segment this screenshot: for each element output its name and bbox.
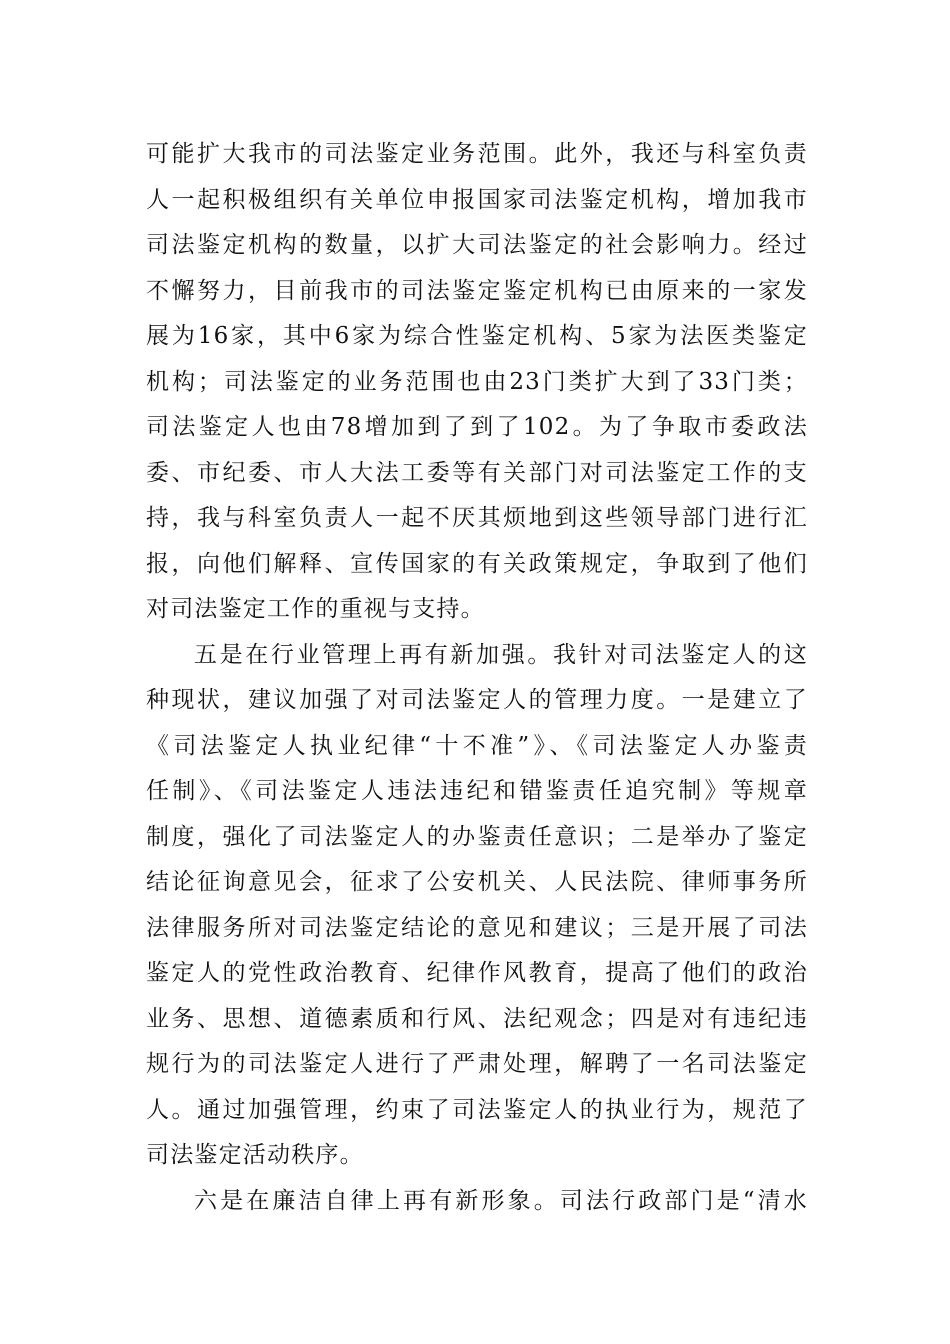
text-line: 规行为的司法鉴定人进行了严肃处理，解聘了一名司法鉴定: [146, 1051, 808, 1077]
text-line: 报，向他们解释、宣传国家的有关政策规定，争取到了他们: [146, 550, 808, 577]
paragraph: [146, 633, 808, 1179]
text-line: 种现状，建议加强了对司法鉴定人的管理力度。一是建立了: [146, 687, 808, 713]
paragraph: [146, 132, 808, 633]
text-line: 人一起积极组织有关单位申报国家司法鉴定机构，增加我市: [146, 186, 808, 213]
text-line: 司法鉴定机构的数量，以扩大司法鉴定的社会影响力。经过: [146, 232, 808, 258]
text-line: 《司法鉴定人执业纪律“十不准”》、《司法鉴定人办鉴责: [146, 732, 808, 759]
text-line: 展为16家，其中6家为综合性鉴定机构、5家为法医类鉴定: [146, 323, 808, 349]
text-line: 不懈努力，目前我市的司法鉴定鉴定机构已由原来的一家发: [146, 277, 808, 304]
text-line: 鉴定人的党性政治教育、纪律作风教育，提高了他们的政治: [146, 960, 808, 986]
text-line: 五是在行业管理上再有新加强。我针对司法鉴定人的这: [194, 641, 808, 668]
text-line: 业务、思想、道德素质和行风、法纪观念；四是对有违纪违: [146, 1005, 808, 1032]
text-line: 法律服务所对司法鉴定结论的意见和建议；三是开展了司法: [146, 914, 808, 941]
text-line: 人。通过加强管理，约束了司法鉴定人的执业行为，规范了: [146, 1096, 808, 1123]
text-line: 机构；司法鉴定的业务范围也由23门类扩大到了33门类；: [146, 368, 808, 395]
text-line: 制度，强化了司法鉴定人的办鉴责任意识；二是举办了鉴定: [146, 823, 808, 850]
text-line: 任制》、《司法鉴定人违法违纪和错鉴责任追究制》等规章: [146, 778, 808, 804]
text-line: 司法鉴定人也由78增加到了到了102。为了争取市委政法: [146, 414, 808, 440]
document-body: [146, 132, 808, 1224]
text-line: 对司法鉴定工作的重视与支持。: [146, 596, 485, 622]
text-line: 六是在廉洁自律上再有新形象。司法行政部门是“清水: [194, 1187, 808, 1214]
paragraph: [146, 1179, 808, 1225]
text-line: 委、市纪委、市人大法工委等有关部门对司法鉴定工作的支: [146, 459, 808, 486]
text-line: 司法鉴定活动秩序。: [146, 1142, 364, 1168]
text-line: 可能扩大我市的司法鉴定业务范围。此外，我还与科室负责: [146, 141, 808, 167]
text-line: 持，我与科室负责人一起不厌其烦地到这些领导部门进行汇: [146, 505, 808, 531]
text-line: 结论征询意见会，征求了公安机关、人民法院、律师事务所: [146, 869, 808, 895]
